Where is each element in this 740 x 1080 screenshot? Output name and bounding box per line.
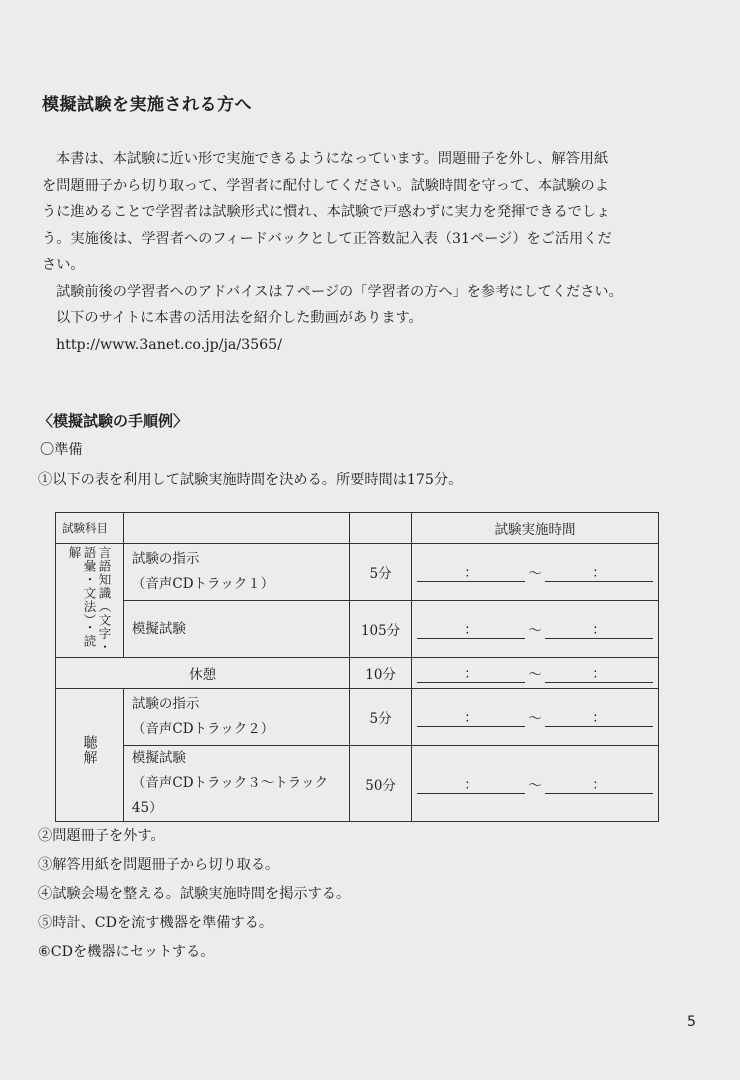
page-title: 模擬試験を実施される方へ: [42, 95, 252, 115]
start-time-blank[interactable]: ：: [417, 710, 525, 727]
end-time-blank[interactable]: ：: [545, 666, 653, 683]
table-row: [56, 601, 659, 658]
intro-line: を問題冊子から切り取って、学習者に配付してください。試験時間を守って、本試験のよ: [42, 177, 609, 194]
advice-text: 試験前後の学習者へのアドバイスは７ページの「学習者の方へ」を参考にしてください。: [56, 283, 623, 300]
table-header-row: [56, 513, 659, 544]
site-url[interactable]: http://www.3anet.co.jp/ja/3565/: [56, 336, 282, 353]
video-text: 以下のサイトに本書の活用法を紹介した動画があります。: [56, 310, 423, 326]
intro-text: [42, 146, 682, 358]
minutes-cell: 5分: [350, 689, 412, 746]
start-time-blank[interactable]: ：: [417, 622, 525, 639]
break-cell: 休憩: [56, 658, 350, 689]
prep-label: 〇準備: [40, 442, 83, 458]
start-time-blank[interactable]: ：: [417, 565, 525, 582]
subject-line: 模擬試験: [131, 750, 186, 766]
end-time-blank[interactable]: ：: [545, 565, 653, 582]
start-time-blank[interactable]: ：: [417, 777, 525, 794]
step-1: ①以下の表を利用して試験実施時間を決める。所要時間は175分。: [38, 472, 463, 488]
table-row: [56, 544, 659, 601]
subject-line: 試験の指示: [131, 551, 200, 567]
subject-line: （音声CDトラック３〜トラック45）: [131, 775, 329, 816]
tilde: 〜: [528, 566, 542, 582]
table-row: [56, 658, 659, 689]
header-empty: [123, 513, 349, 544]
intro-line: さい。: [42, 257, 85, 273]
step-item: ③解答用紙を問題冊子から切り取る。: [38, 857, 280, 873]
intro-line: 本書は、本試験に近い形で実施できるようになっています。問題冊子を外し、解答用紙: [56, 151, 609, 167]
end-time-blank[interactable]: ：: [545, 710, 653, 727]
subject-line: 試験の指示: [131, 696, 200, 712]
step-item: ⑤時計、CDを流す機器を準備する。: [38, 915, 274, 931]
end-time-blank[interactable]: ：: [545, 622, 653, 639]
header-subject: 試験科目: [56, 513, 124, 544]
subject-cell: [123, 689, 349, 746]
step-item: ②問題冊子を外す。: [38, 828, 165, 844]
minutes-cell: 10分: [350, 658, 412, 689]
tilde: 〜: [528, 711, 542, 727]
minutes-cell: 50分: [350, 746, 412, 822]
intro-line: うに進めることで学習者は試験形式に慣れ、本試験で戸惑わずに実力を発揮できるでしょ: [42, 204, 611, 220]
section-title: 〈模擬試験の手順例〉: [38, 412, 189, 430]
time-slot[interactable]: [412, 689, 659, 746]
group-listening: 聴解: [81, 735, 98, 765]
start-time-blank[interactable]: ：: [417, 666, 525, 683]
step-item: ⑥CDを機器にセットする。: [38, 944, 215, 960]
tilde: 〜: [528, 623, 542, 639]
group-cell: [56, 544, 124, 658]
table-row: [56, 746, 659, 822]
tilde: 〜: [528, 667, 542, 683]
page-number: 5: [687, 1014, 696, 1030]
subject-line: （音声CDトラック２）: [131, 721, 275, 737]
subject-cell: [123, 544, 349, 601]
tilde: 〜: [528, 777, 542, 794]
header-time: 試験実施時間: [412, 513, 659, 544]
group-cell: [56, 689, 124, 822]
header-empty: [350, 513, 412, 544]
time-slot[interactable]: [412, 746, 659, 822]
step-item: ④試験会場を整える。試験実施時間を掲示する。: [38, 886, 351, 902]
group-language-knowledge: 言語知識（文字・語彙・文法）・読解: [66, 545, 112, 654]
minutes-cell: 5分: [350, 544, 412, 601]
time-slot[interactable]: [412, 544, 659, 601]
time-slot[interactable]: [412, 601, 659, 658]
subject-cell: 模擬試験: [123, 601, 349, 658]
minutes-cell: 105分: [350, 601, 412, 658]
subject-cell: [123, 746, 349, 822]
time-slot[interactable]: [412, 658, 659, 689]
steps-list: [38, 822, 350, 967]
intro-line: う。実施後は、学習者へのフィードバックとして正答数記入表（31ページ）をご活用くだ: [42, 230, 612, 247]
end-time-blank[interactable]: ：: [545, 777, 653, 794]
table-row: [56, 689, 659, 746]
schedule-table: [55, 512, 659, 822]
subject-line: （音声CDトラック１）: [131, 576, 275, 592]
